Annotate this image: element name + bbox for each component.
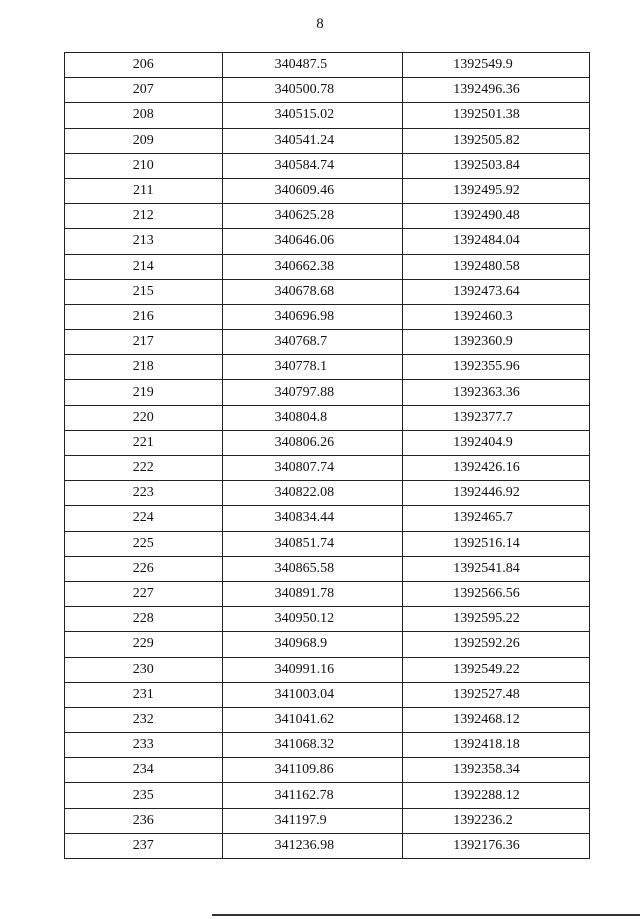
y-coordinate-cell: 1392595.22	[403, 607, 590, 632]
table-row	[65, 430, 590, 455]
point-number-cell: 223	[65, 481, 223, 506]
y-coordinate-cell: 1392505.82	[403, 128, 590, 153]
table-row	[65, 78, 590, 103]
table-row	[65, 733, 590, 758]
table-row	[65, 707, 590, 732]
table-row	[65, 783, 590, 808]
y-coordinate-cell: 1392426.16	[403, 456, 590, 481]
y-coordinate-cell: 1392549.9	[403, 53, 590, 78]
point-number-cell: 237	[65, 833, 223, 858]
point-number-cell: 224	[65, 506, 223, 531]
point-number-cell: 225	[65, 531, 223, 556]
y-coordinate-cell: 1392527.48	[403, 682, 590, 707]
table-row	[65, 254, 590, 279]
y-coordinate-cell: 1392360.9	[403, 330, 590, 355]
table-row	[65, 304, 590, 329]
y-coordinate-cell: 1392592.26	[403, 632, 590, 657]
point-number-cell: 227	[65, 581, 223, 606]
x-coordinate-cell: 340797.88	[222, 380, 403, 405]
point-number-cell: 234	[65, 758, 223, 783]
table-row	[65, 229, 590, 254]
x-coordinate-cell: 340834.44	[222, 506, 403, 531]
point-number-cell: 214	[65, 254, 223, 279]
x-coordinate-cell: 340822.08	[222, 481, 403, 506]
table-row	[65, 204, 590, 229]
y-coordinate-cell: 1392566.56	[403, 581, 590, 606]
x-coordinate-cell: 340768.7	[222, 330, 403, 355]
table-row	[65, 279, 590, 304]
table-row	[65, 128, 590, 153]
point-number-cell: 217	[65, 330, 223, 355]
x-coordinate-cell: 341003.04	[222, 682, 403, 707]
point-number-cell: 220	[65, 405, 223, 430]
y-coordinate-cell: 1392404.9	[403, 430, 590, 455]
point-number-cell: 211	[65, 178, 223, 203]
point-number-cell: 206	[65, 53, 223, 78]
coordinates-table-body	[65, 53, 590, 859]
table-row	[65, 808, 590, 833]
point-number-cell: 230	[65, 657, 223, 682]
x-coordinate-cell: 340584.74	[222, 153, 403, 178]
x-coordinate-cell: 340625.28	[222, 204, 403, 229]
x-coordinate-cell: 341197.9	[222, 808, 403, 833]
x-coordinate-cell: 341041.62	[222, 707, 403, 732]
x-coordinate-cell: 341162.78	[222, 783, 403, 808]
table-row	[65, 456, 590, 481]
point-number-cell: 216	[65, 304, 223, 329]
point-number-cell: 208	[65, 103, 223, 128]
point-number-cell: 228	[65, 607, 223, 632]
point-number-cell: 219	[65, 380, 223, 405]
y-coordinate-cell: 1392377.7	[403, 405, 590, 430]
point-number-cell: 210	[65, 153, 223, 178]
table-row	[65, 682, 590, 707]
x-coordinate-cell: 340806.26	[222, 430, 403, 455]
y-coordinate-cell: 1392503.84	[403, 153, 590, 178]
x-coordinate-cell: 340541.24	[222, 128, 403, 153]
table-row	[65, 178, 590, 203]
x-coordinate-cell: 340662.38	[222, 254, 403, 279]
table-row	[65, 581, 590, 606]
x-coordinate-cell: 340487.5	[222, 53, 403, 78]
x-coordinate-cell: 340804.8	[222, 405, 403, 430]
coordinates-table	[64, 52, 590, 859]
y-coordinate-cell: 1392358.34	[403, 758, 590, 783]
x-coordinate-cell: 340968.9	[222, 632, 403, 657]
x-coordinate-cell: 340609.46	[222, 178, 403, 203]
x-coordinate-cell: 340950.12	[222, 607, 403, 632]
y-coordinate-cell: 1392473.64	[403, 279, 590, 304]
x-coordinate-cell: 341236.98	[222, 833, 403, 858]
table-row	[65, 833, 590, 858]
x-coordinate-cell: 340807.74	[222, 456, 403, 481]
x-coordinate-cell: 340646.06	[222, 229, 403, 254]
table-row	[65, 531, 590, 556]
point-number-cell: 235	[65, 783, 223, 808]
y-coordinate-cell: 1392236.2	[403, 808, 590, 833]
point-number-cell: 231	[65, 682, 223, 707]
y-coordinate-cell: 1392418.18	[403, 733, 590, 758]
y-coordinate-cell: 1392490.48	[403, 204, 590, 229]
x-coordinate-cell: 340891.78	[222, 581, 403, 606]
table-row	[65, 405, 590, 430]
y-coordinate-cell: 1392355.96	[403, 355, 590, 380]
table-row	[65, 53, 590, 78]
table-row	[65, 380, 590, 405]
table-row	[65, 330, 590, 355]
x-coordinate-cell: 341068.32	[222, 733, 403, 758]
x-coordinate-cell: 340515.02	[222, 103, 403, 128]
point-number-cell: 213	[65, 229, 223, 254]
y-coordinate-cell: 1392516.14	[403, 531, 590, 556]
table-row	[65, 556, 590, 581]
y-coordinate-cell: 1392465.7	[403, 506, 590, 531]
y-coordinate-cell: 1392446.92	[403, 481, 590, 506]
table-row	[65, 632, 590, 657]
point-number-cell: 218	[65, 355, 223, 380]
x-coordinate-cell: 341109.86	[222, 758, 403, 783]
y-coordinate-cell: 1392176.36	[403, 833, 590, 858]
x-coordinate-cell: 340678.68	[222, 279, 403, 304]
y-coordinate-cell: 1392541.84	[403, 556, 590, 581]
x-coordinate-cell: 340991.16	[222, 657, 403, 682]
x-coordinate-cell: 340851.74	[222, 531, 403, 556]
y-coordinate-cell: 1392288.12	[403, 783, 590, 808]
point-number-cell: 207	[65, 78, 223, 103]
point-number-cell: 229	[65, 632, 223, 657]
point-number-cell: 221	[65, 430, 223, 455]
table-row	[65, 481, 590, 506]
point-number-cell: 215	[65, 279, 223, 304]
table-row	[65, 153, 590, 178]
y-coordinate-cell: 1392496.36	[403, 78, 590, 103]
table-row	[65, 103, 590, 128]
point-number-cell: 222	[65, 456, 223, 481]
point-number-cell: 233	[65, 733, 223, 758]
table-row	[65, 355, 590, 380]
y-coordinate-cell: 1392480.58	[403, 254, 590, 279]
table-row	[65, 506, 590, 531]
y-coordinate-cell: 1392501.38	[403, 103, 590, 128]
y-coordinate-cell: 1392549.22	[403, 657, 590, 682]
y-coordinate-cell: 1392495.92	[403, 178, 590, 203]
x-coordinate-cell: 340865.58	[222, 556, 403, 581]
y-coordinate-cell: 1392468.12	[403, 707, 590, 732]
point-number-cell: 232	[65, 707, 223, 732]
x-coordinate-cell: 340778.1	[222, 355, 403, 380]
point-number-cell: 209	[65, 128, 223, 153]
x-coordinate-cell: 340500.78	[222, 78, 403, 103]
table-row	[65, 657, 590, 682]
page-number: 8	[316, 16, 324, 32]
y-coordinate-cell: 1392484.04	[403, 229, 590, 254]
page-bottom-rule	[212, 914, 640, 916]
point-number-cell: 226	[65, 556, 223, 581]
y-coordinate-cell: 1392460.3	[403, 304, 590, 329]
y-coordinate-cell: 1392363.36	[403, 380, 590, 405]
table-row	[65, 607, 590, 632]
point-number-cell: 236	[65, 808, 223, 833]
point-number-cell: 212	[65, 204, 223, 229]
x-coordinate-cell: 340696.98	[222, 304, 403, 329]
table-row	[65, 758, 590, 783]
